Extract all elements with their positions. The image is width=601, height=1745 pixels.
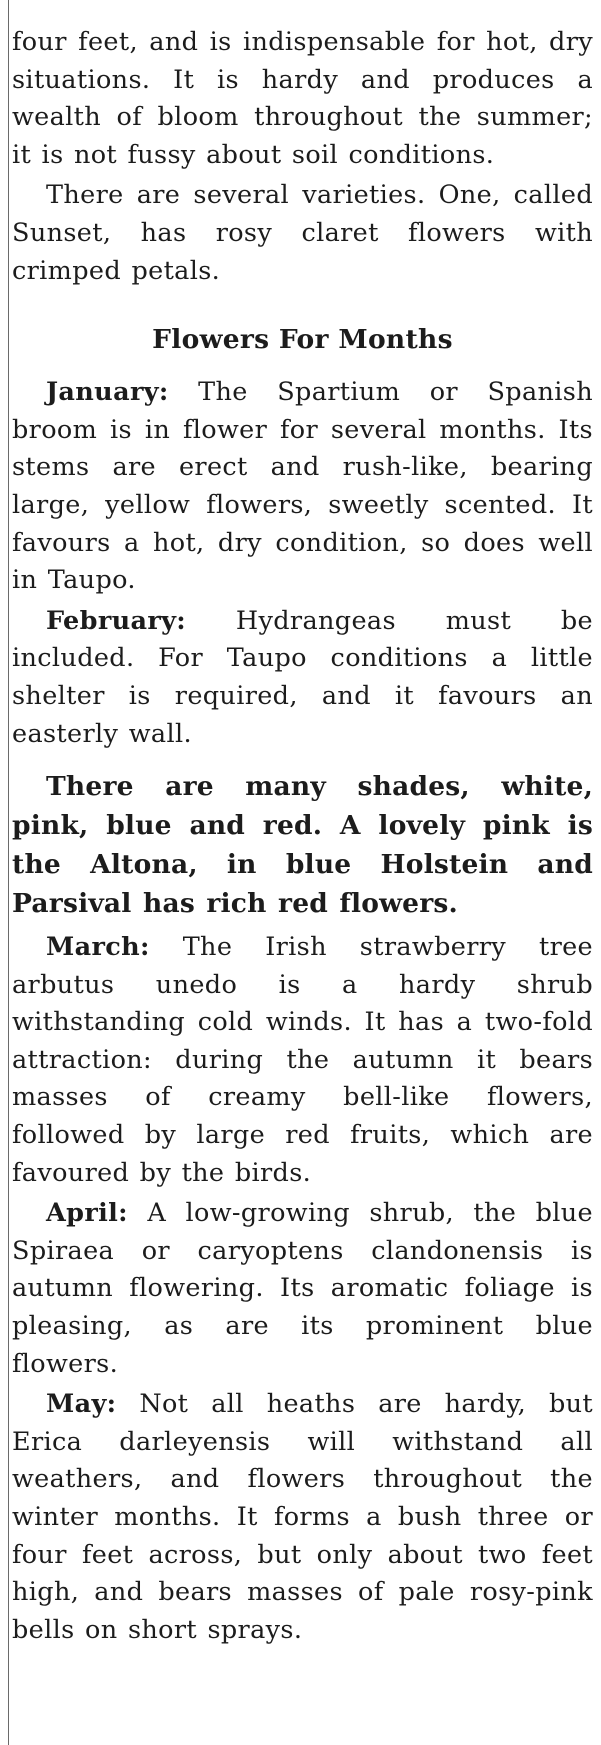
varieties-paragraph: There are several varieties. One, called Sunset, has rosy claret flowers with crimped petals. xyxy=(12,180,593,286)
january-text: The Spartium or Spanish broom is in flower for several months. Its stems are erect and rush-like, bearing large, yellow flowers, sweetly scented. It favours a hot, dry condition, so does well in Taupo. xyxy=(12,377,593,596)
intro-paragraph: four feet, and is indispensable for hot, dry situations. It is hardy and produces a wealth of bloom throughout the summer; it is not fussy about soil conditions. xyxy=(12,27,593,170)
march-paragraph xyxy=(12,929,593,1192)
hydrangea-shades-paragraph: There are many shades, white, pink, blue and red. A lovely pink is the Altona, in blue Holstein and Parsival has rich red flowers. xyxy=(12,771,593,920)
january-label: January: xyxy=(46,377,169,408)
april-paragraph xyxy=(12,1195,593,1383)
march-label: March: xyxy=(46,932,150,963)
may-text: Not all heaths are hardy, but Erica darleyensis will withstand all weathers, and flowers throughout the winter months. It forms a bush three or four feet across, but only about two feet high, and bears masses of pale rosy-pink bells on short sprays. xyxy=(12,1389,593,1645)
february-label: February: xyxy=(46,605,187,636)
april-text: A low-growing shrub, the blue Spiraea or caryoptens clandonensis is autumn flowering. Its aromatic foliage is pleasing, as are its prominent blue flowers. xyxy=(12,1198,593,1379)
january-paragraph xyxy=(12,374,593,600)
march-text: The Irish strawberry tree arbutus unedo is a hardy shrub withstanding cold winds. It has a two-fold attraction: during the autumn it bears masses of creamy bell-like flowers, followed by large red fruits, which are favoured by the birds. xyxy=(12,932,593,1188)
february-paragraph xyxy=(12,603,593,753)
may-paragraph xyxy=(12,1386,593,1649)
february-text: Hydrangeas must be included. For Taupo conditions a little shelter is required, and it favours an easterly wall. xyxy=(12,605,593,749)
april-label: April: xyxy=(46,1198,128,1229)
may-label: May: xyxy=(46,1389,117,1420)
section-heading: Flowers For Months xyxy=(152,324,453,356)
